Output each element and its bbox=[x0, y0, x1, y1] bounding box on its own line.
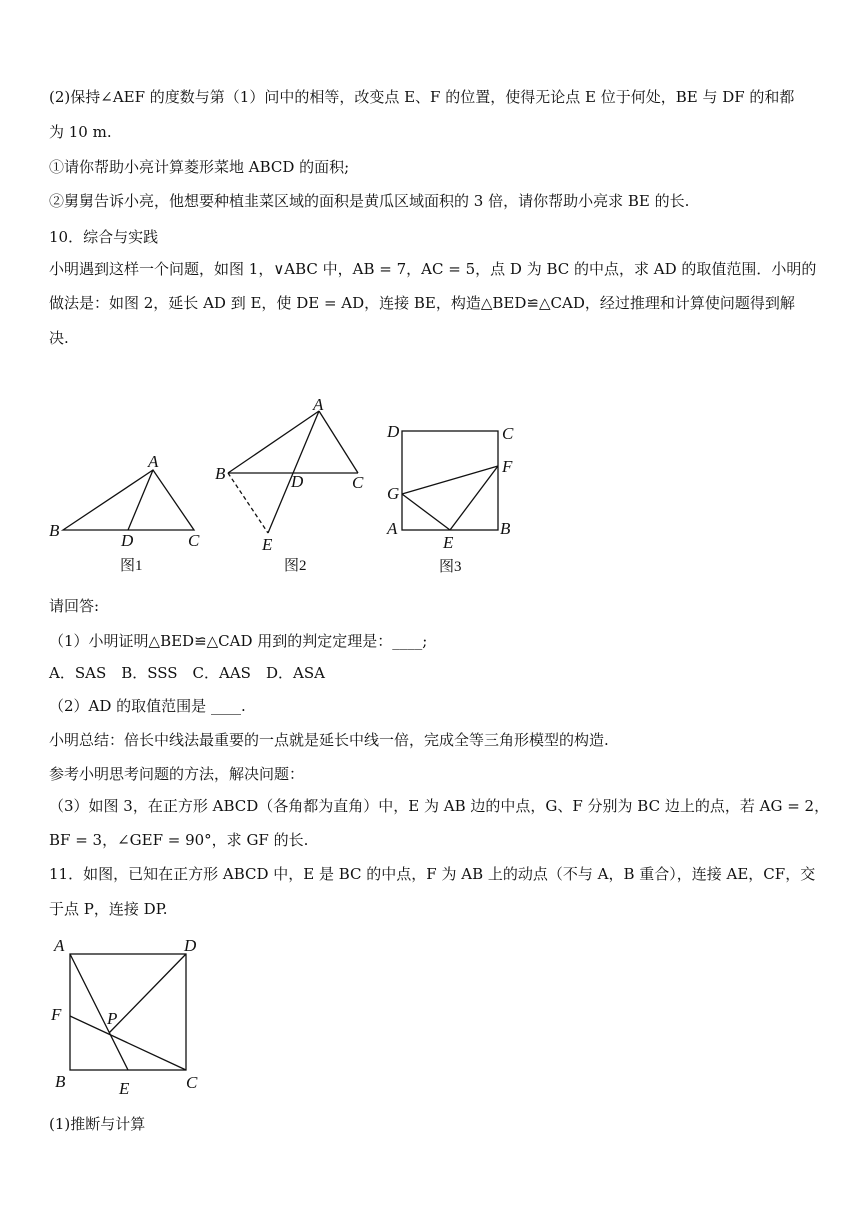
text-line-1: (2)保持∠AEF 的度数与第（1）问中的相等，改变点 E、F 的位置，使得无论点 E 位于何处，BE 与 DF 的和都 bbox=[49, 88, 795, 106]
segment-gf bbox=[402, 466, 498, 494]
figure-4 bbox=[45, 928, 215, 1098]
label-c: C bbox=[186, 1073, 198, 1092]
segment-ge bbox=[402, 494, 450, 530]
segment-fc bbox=[70, 1016, 186, 1070]
caption-fig3: 图3 bbox=[439, 559, 462, 575]
text-line-6: 小明遇到这样一个问题，如图 1，∨ABC 中，AB = 7，AC = 5，点 D 为 BC 的中点，求 AD 的取值范围．小明的 bbox=[49, 260, 817, 278]
text-line-9: 请回答: bbox=[49, 597, 100, 615]
text-line-8: 决. bbox=[49, 329, 69, 347]
label-f: F bbox=[502, 457, 513, 476]
text-line-19: (1)推断与计算 bbox=[49, 1115, 146, 1133]
label-d: D bbox=[121, 531, 134, 550]
label-b: B bbox=[500, 519, 511, 538]
label-b: B bbox=[215, 464, 226, 483]
label-b: B bbox=[49, 521, 60, 540]
label-f: F bbox=[51, 1005, 62, 1024]
text-line-4: ②舅舅告诉小亮，他想要种植韭菜区域的面积是黄瓜区域面积的 3 倍，请你帮助小亮求 BE 的长. bbox=[49, 192, 690, 210]
label-p: P bbox=[107, 1009, 118, 1028]
segment-ef bbox=[450, 466, 498, 530]
figure-3 bbox=[383, 420, 523, 578]
caption-fig1: 图1 bbox=[120, 558, 143, 574]
label-d: D bbox=[291, 472, 304, 491]
text-line-12: （2）AD 的取值范围是 ____. bbox=[49, 697, 246, 715]
text-line-10: （1）小明证明△BED≌△CAD 用到的判定定理是：____; bbox=[49, 632, 428, 650]
text-line-17: 11．如图，已知在正方形 ABCD 中，E 是 BC 的中点，F 为 AB 上的动点（不与 A，B 重合），连接 AE，CF，交 bbox=[49, 865, 816, 883]
label-a: A bbox=[313, 395, 324, 414]
label-e: E bbox=[443, 533, 454, 552]
figure-2 bbox=[212, 393, 382, 578]
label-c: C bbox=[502, 424, 514, 443]
text-line-18: 于点 P，连接 DP. bbox=[49, 900, 168, 918]
label-g: G bbox=[387, 484, 400, 503]
text-line-5: 10．综合与实践 bbox=[49, 228, 159, 246]
label-e: E bbox=[262, 535, 273, 554]
label-d: D bbox=[184, 936, 197, 955]
segment-ac bbox=[319, 411, 358, 473]
segment-ae bbox=[70, 954, 128, 1070]
caption-fig2: 图2 bbox=[284, 558, 307, 574]
segment-pd bbox=[109, 954, 186, 1033]
text-line-11: A．SAS B．SSS C．AAS D．ASA bbox=[49, 664, 325, 682]
label-a: A bbox=[387, 519, 398, 538]
label-a: A bbox=[54, 936, 65, 955]
text-line-15: （3）如图 3，在正方形 ABCD（各角都为直角）中，E 为 AB 边的中点，G、F 分别为 BC 边上的点，若 AG = 2， bbox=[49, 797, 830, 815]
text-line-14: 参考小明思考问题的方法，解决问题： bbox=[49, 765, 305, 783]
text-line-2: 为 10 m. bbox=[49, 123, 112, 141]
label-c: C bbox=[188, 531, 200, 550]
label-a: A bbox=[148, 452, 159, 471]
label-c: C bbox=[352, 473, 364, 492]
figure-1 bbox=[48, 448, 218, 578]
label-e: E bbox=[119, 1079, 130, 1098]
text-line-16: BF = 3，∠GEF = 90°，求 GF 的长. bbox=[49, 831, 309, 849]
label-d: D bbox=[387, 422, 400, 441]
label-b: B bbox=[55, 1072, 66, 1091]
triangle-abc bbox=[63, 470, 194, 530]
text-line-13: 小明总结：倍长中线法最重要的一点就是延长中线一倍，完成全等三角形模型的构造. bbox=[49, 731, 609, 749]
segment-be-dashed bbox=[228, 473, 268, 533]
text-line-3: ①请你帮助小亮计算菱形菜地 ABCD 的面积; bbox=[49, 158, 350, 176]
text-line-7: 做法是：如图 2，延长 AD 到 E，使 DE = AD，连接 BE，构造△BED≌△CAD，经过推理和计算使问题得到解 bbox=[49, 294, 795, 312]
